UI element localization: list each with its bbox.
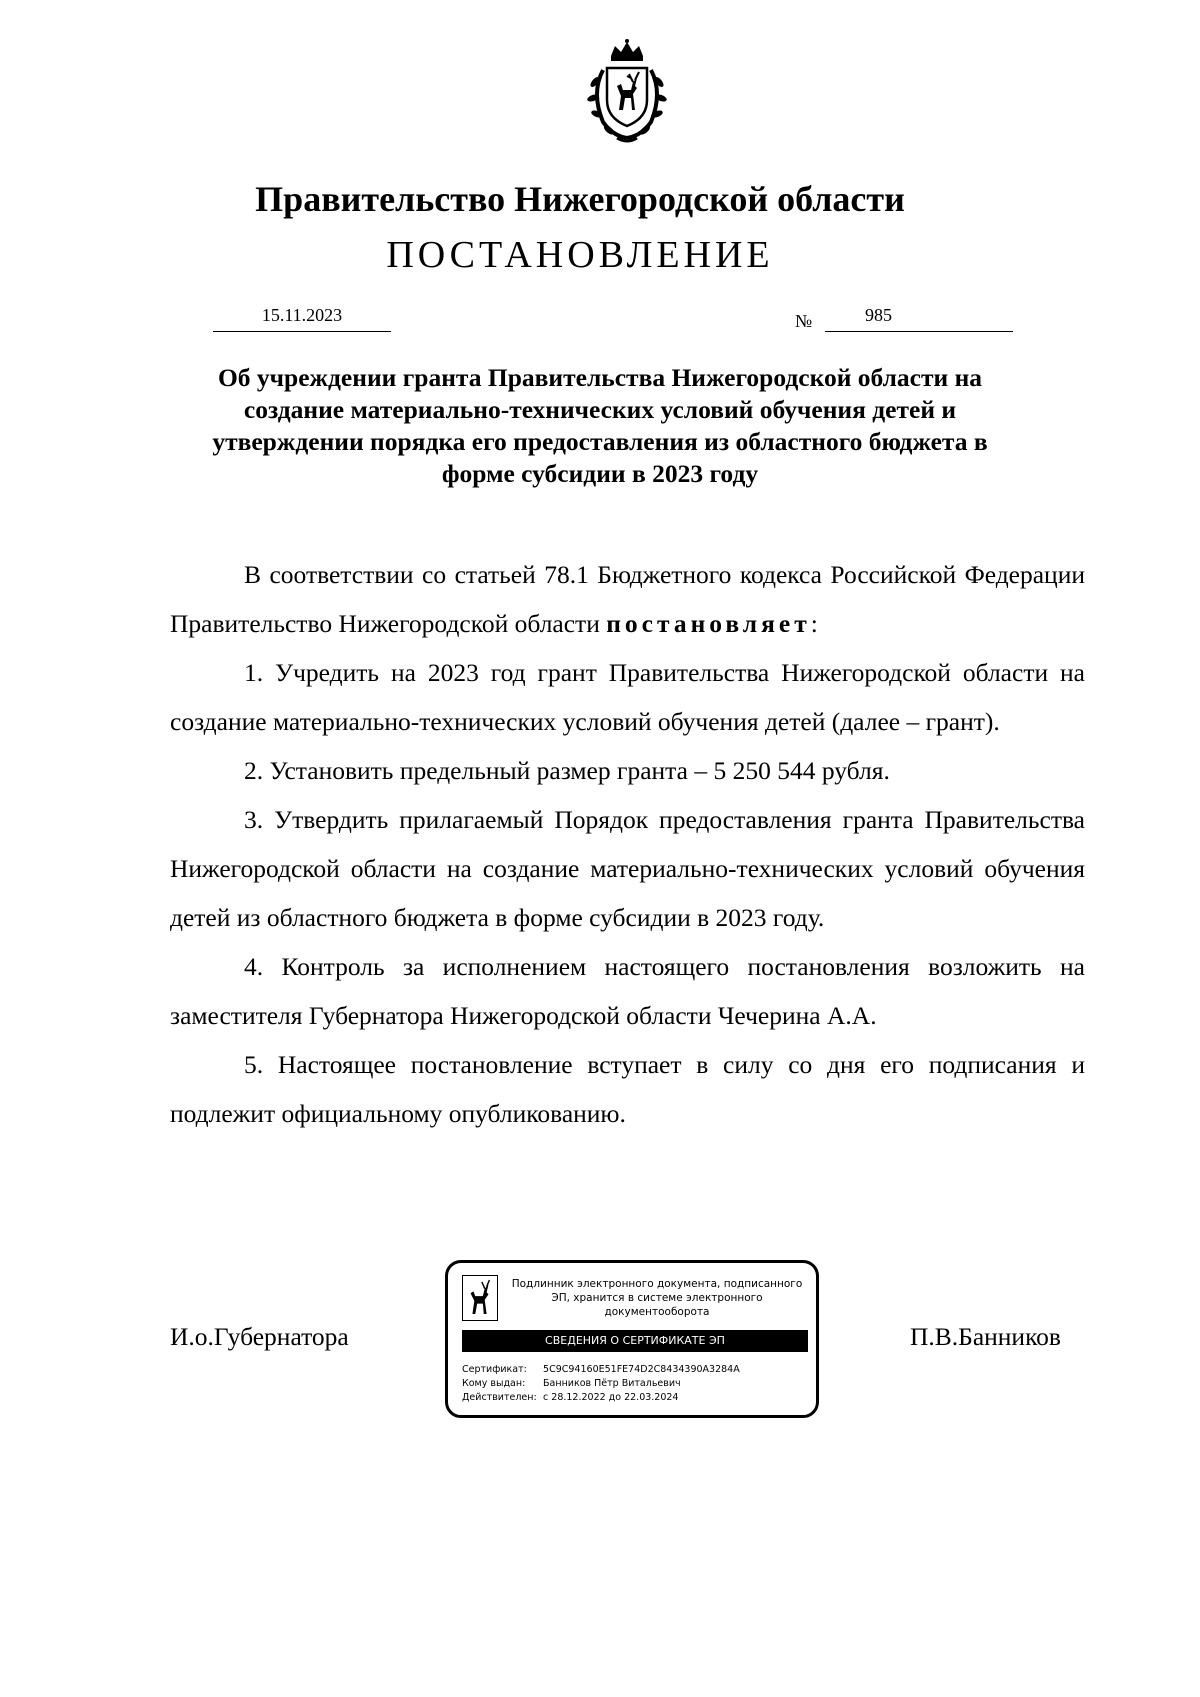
- deer-emblem-icon: [462, 1275, 498, 1321]
- preamble-keyword: постановляет: [606, 609, 811, 638]
- document-subject: Об учреждении гранта Правительства Нижегородской области на создание материально-технических условий обучения детей и утверждении порядка его предоставления из областного бюджета в форме субсидии в 2023 году: [212, 363, 988, 488]
- document-body: [170, 550, 1085, 1138]
- preamble-paragraph: [170, 550, 1085, 648]
- document-number: [825, 305, 1013, 332]
- certificate-header-bar: СВЕДЕНИЯ О СЕРТИФИКАТЕ ЭП: [462, 1330, 808, 1352]
- number-sign: №: [795, 311, 813, 331]
- valid-value: с 28.12.2022 до 22.03.2024: [543, 1392, 679, 1403]
- issued-label: Кому выдан:: [462, 1378, 526, 1389]
- preamble-end: :: [810, 609, 818, 638]
- certificate-details: [462, 1363, 740, 1405]
- item-paragraph-2: 2. Установить предельный размер гранта – 5 250 544 рубля.: [244, 756, 890, 785]
- signatory-name: П.В.Банников: [910, 1322, 1061, 1351]
- valid-row: [462, 1391, 740, 1405]
- document-date: [213, 305, 391, 332]
- issued-row: [462, 1377, 740, 1391]
- number-value: 985: [865, 305, 892, 325]
- item-paragraph-1: 1. Учредить на 2023 год грант Правительства Нижегородской области на создание материально-технических условий обучения детей (далее – грант).: [170, 658, 1085, 736]
- certificate-row: [462, 1363, 740, 1377]
- item-paragraph-3: 3. Утвердить прилагаемый Порядок предоставления гранта Правительства Нижегородской области на создание материально-технических условий обучения детей из областного бюджета в форме субсидии в 2023 году.: [170, 805, 1085, 932]
- stamp-note: Подлинник электронного документа, подписанного ЭП, хранится в системе электронного документооборота: [511, 1278, 803, 1318]
- item-paragraph-5: 5. Настоящее постановление вступает в силу со дня его подписания и подлежит официальному опубликованию.: [170, 1050, 1085, 1128]
- signatory-role: И.о.Губернатора: [170, 1322, 349, 1351]
- issued-value: Банников Пётр Витальевич: [543, 1378, 681, 1389]
- valid-label: Действителен:: [462, 1392, 537, 1403]
- coat-of-arms-emblem: [573, 38, 681, 146]
- certificate-label: Сертификат:: [462, 1364, 527, 1375]
- document-type: ПОСТАНОВЛЕНИЕ: [386, 234, 774, 276]
- preamble-text: В соответствии со статьей 78.1 Бюджетного кодекса Российской Федерации Правительство Нижегородской области: [170, 560, 1085, 638]
- item-paragraph-4: 4. Контроль за исполнением настоящего постановления возложить на заместителя Губернатора Нижегородской области Чечерина А.А.: [170, 952, 1085, 1030]
- certificate-value: 5C9C94160E51FE74D2C8434390A3284A: [543, 1364, 740, 1375]
- government-title: Правительство Нижегородской области: [255, 179, 905, 219]
- electronic-signature-stamp: [445, 1260, 819, 1418]
- date-value: 15.11.2023: [261, 305, 343, 325]
